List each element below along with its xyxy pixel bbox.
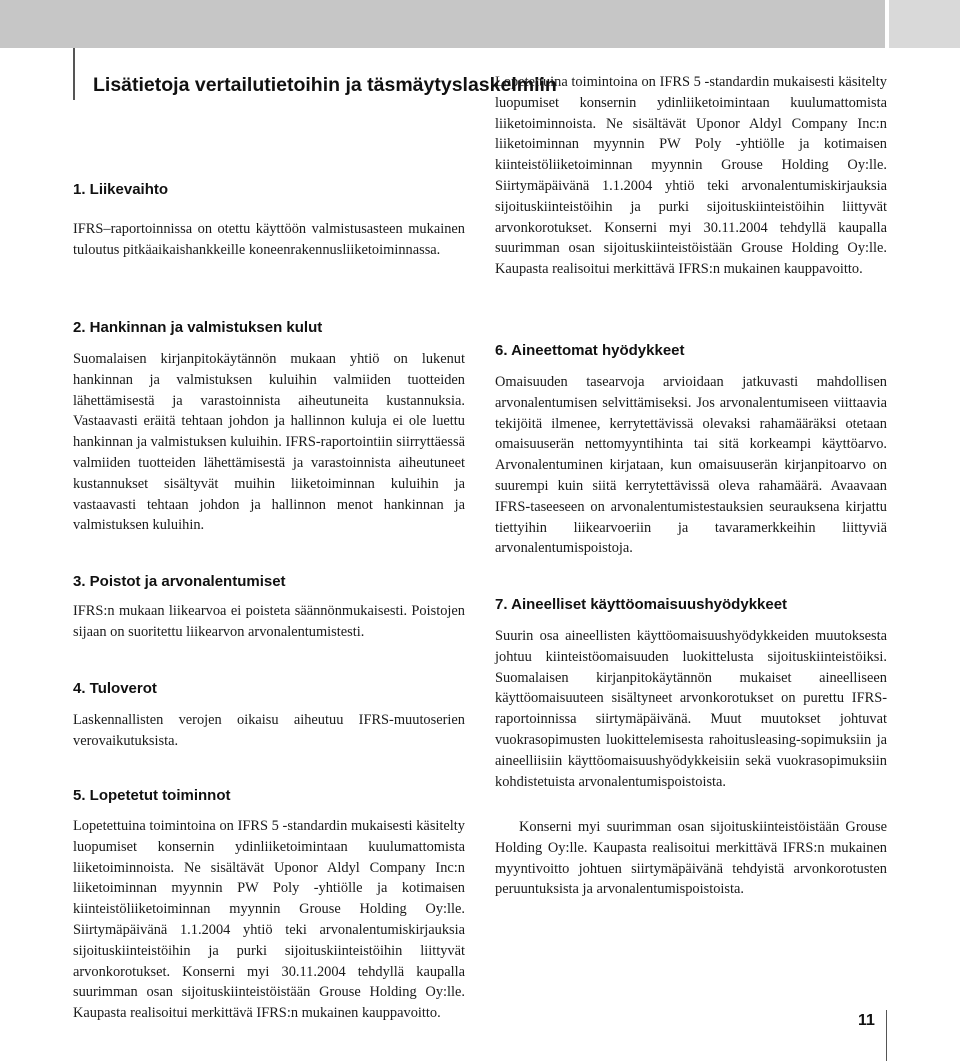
paragraph-lopetetut-toiminnot-continued: Lopetettuina toimintoina on IFRS 5 -standardin mukaisesti käsitelty luopumiset konsernin ydinliiketoimintaan kuulumattomista liiketoiminnoista. Ne sisältävät Uponor Aldyl Company Inc:n liiketoiminnan myynnin PW Poly -yhtiölle ja kotimaisen kiinteistöliiketoiminnan myynnin Grouse Holding Oy:lle. Siirtymäpäivänä 1.1.2004 yhtiö teki arvonalentumiskirjauksia sijoituskiinteistöihin ja purki sijoituskiinteistöihin liittyvät arvonkorotukset. Konserni myi 30.11.2004 tehdyllä kaupalla suurimman osan sijoituskiinteistöistään Grouse Holding Oy:lle. Kaupasta realisoitui merkittävä IFRS:n mukainen kauppavoitto. [495, 74, 887, 278]
page-number: 11 [858, 1012, 875, 1029]
paragraph-aineelliset: Suurin osa aineellisten käyttöomaisuushyödykkeiden muutoksesta johtuu kiinteistöomaisuuden luokittelusta sijoituskiinteistöiksi. Suomalaisen kirjanpitokäytännön mukaiset aineelliseen käyttöomaisuuteen sisältyneet arvonkorotukset on purettu IFRS-raportoinnissa siirtymäpäivänä. Muut muutokset johtuvat vuokrasopimusten luokittelemisesta rahoitusleasing-sopimuksiin ja aineelliisiin käyttöomaisuushyödykkeisiin sekä vuokrasopimuksiin kohdistetuista arvonalentumispoistoista. [495, 628, 887, 790]
paragraph-liikevaihto: IFRS–raportoinnissa on otettu käyttöön valmistusasteen mukainen tuloutus pitkäaikaishankkeille koneenrakennusliiketoiminnassa. [73, 221, 465, 258]
page-title: Lisätietoja vertailutietoihin ja täsmäytyslaskelmiin [93, 74, 557, 96]
title-rule [73, 48, 75, 100]
paragraph-lopetetut-toiminnot: Lopetettuina toimintoina on IFRS 5 -standardin mukaisesti käsitelty luopumiset konsernin ydinliiketoimintaan kuulumattomista liiketoiminnoista. Ne sisältävät Uponor Aldyl Company Inc:n liiketoiminnan myynnin PW Poly -yhtiölle ja kotimaisen kiinteistöliiketoiminnan myynnin Grouse Holding Oy:lle. Siirtymäpäivänä 1.1.2004 yhtiö teki arvonalentumiskirjauksia sijoituskiinteistöihin ja purki sijoituskiinteistöihin liittyvät arvonkorotukset. Konserni myi 30.11.2004 tehdyllä kaupalla suurimman osan sijoituskiinteistöistään Grouse Holding Oy:lle. Kaupasta realisoitui merkittävä IFRS:n mukainen kauppavoitto. [73, 818, 465, 1022]
paragraph-aineelliset-2: Konserni myi suurimman osan sijoituskiinteistöistään Grouse Holding Oy:lle. Kaupasta realisoitui merkittävä IFRS:n mukainen myyntivoitto johtuen siirtymäpäivänä tehdyistä arvonkorotusten peruuntuksista ja arvonalentumispoistoista. [495, 819, 887, 898]
heading-aineelliset: 7. Aineelliset käyttöomaisuushyödykkeet [495, 596, 788, 613]
header-band-tab [889, 0, 960, 48]
heading-lopetetut-toiminnot: 5. Lopetetut toiminnot [73, 787, 231, 804]
heading-aineettomat: 6. Aineettomat hyödykkeet [495, 342, 685, 359]
paragraph-hankinnan-kulut: Suomalaisen kirjanpitokäytännön mukaan yhtiö on lukenut hankinnan ja valmistuksen kuluihin valmiiden tuotteiden lähettämisestä ja varastoinnista aiheutuneita kustannuksia. Vastaavasti eräitä tehtaan johdon ja hallinnon kuluja ei ole luettu hankinnan ja valmistuksen kuluihin. IFRS-raportointiin siirryttäessä valmiiden tuotteiden lähettämisestä ja varastoinnista aiheutuneet kustannukset sisältyvät muihin liiketoiminnan kuluihin ja vastaavasti tehtaan johdon ja hallinnon menot hankinnan ja valmistuksen kuluihin. [73, 351, 465, 534]
heading-tuloverot: 4. Tuloverot [73, 680, 157, 697]
paragraph-tuloverot: Laskennallisten verojen oikaisu aiheutuu IFRS-muutoserien verovaikutuksista. [73, 712, 465, 749]
continuation-window [495, 74, 887, 301]
paragraph-poistot: IFRS:n mukaan liikearvoa ei poisteta säännönmukaisesti. Poistojen sijaan on suoritettu liikearvon arvonalentumistesti. [73, 603, 465, 640]
paragraph-aineettomat: Omaisuuden tasearvoja arvioidaan jatkuvasti mahdollisen arvonalentumisen selvittämiseksi. Jos arvonalentumiseen viittaavia tekijöitä ilmenee, kerrytettävissä olevaksi rahamääräksi otetaan omaisuuserän nettomyyntihinta tai sitä korkeampi käyttöarvo. Arvonalentuminen kirjataan, kun omaisuuserän kirjanpitoarvo on suurempi kuin siitä kerrytettävissä oleva rahamäärä. Avaavaan IFRS-taseeseen on arvonalentumistestauksien seurauksena kirjattu tiettyihin liikearvoeriin ja tavaramerkkeihin liittyviä arvonalentumispoistoja. [495, 374, 887, 557]
heading-poistot: 3. Poistot ja arvonalentumiset [73, 573, 286, 590]
heading-liikevaihto: 1. Liikevaihto [73, 181, 169, 198]
heading-hankinnan-kulut: 2. Hankinnan ja valmistuksen kulut [73, 319, 323, 336]
page-number-rule [886, 1010, 887, 1061]
header-band [0, 0, 885, 48]
